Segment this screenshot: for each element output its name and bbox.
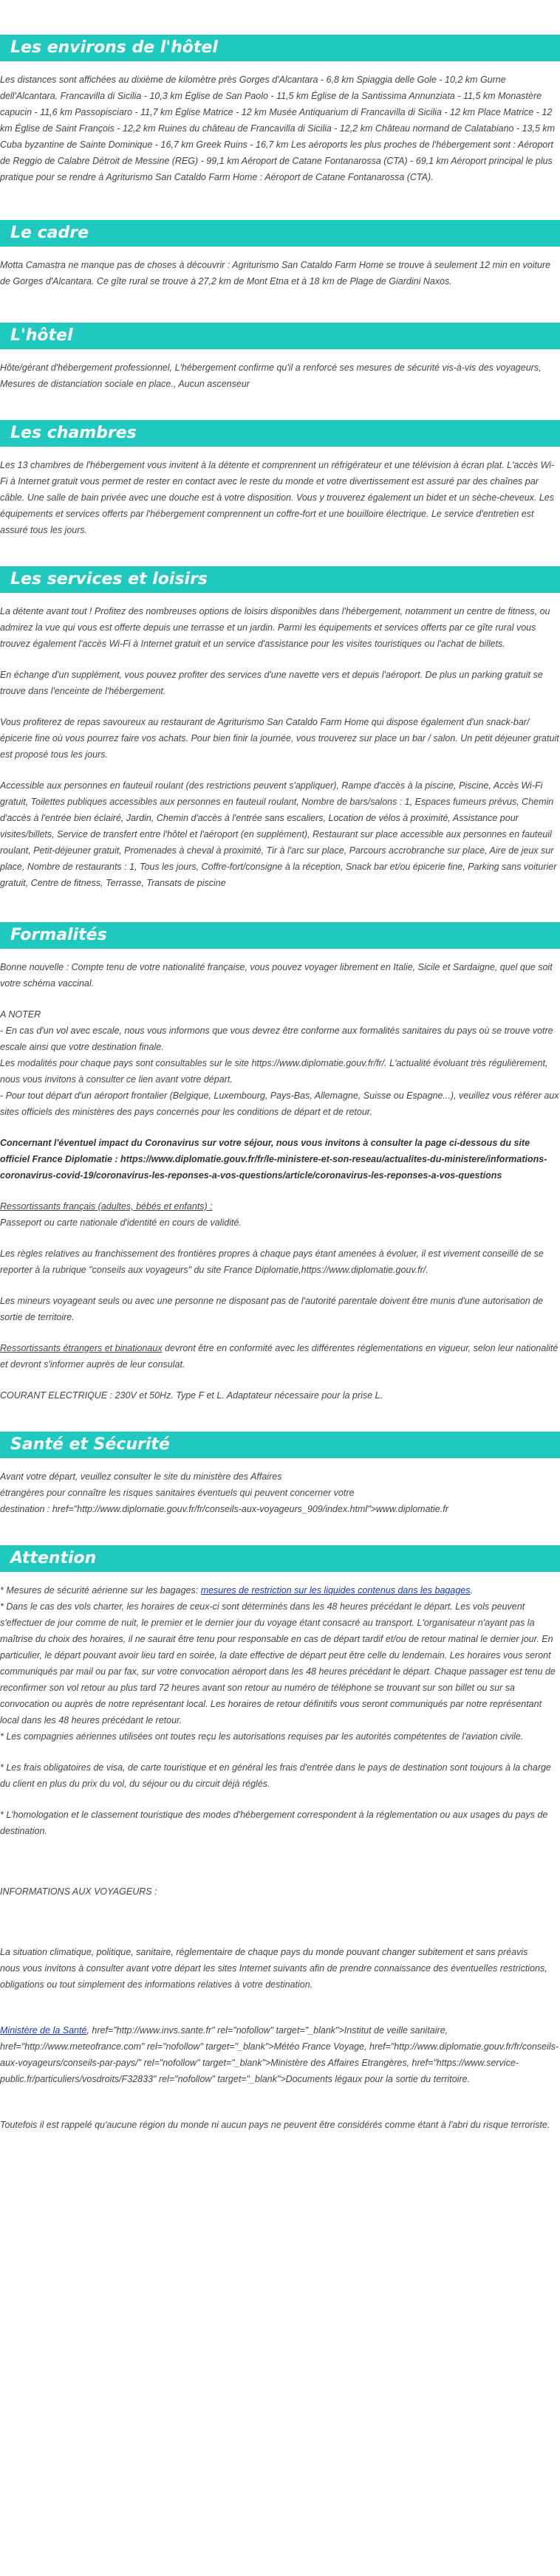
formalites-minors: Les mineurs voyageant seuls ou avec une personne ne disposant pas de l'autorité parentale doivent être munis d'une autorisation de sortie de territoire. [0, 1296, 544, 1322]
attention-links-rest: , href="http://www.invs.sante.fr" rel="nofollow" target="_blank">Institut de veille sanitaire, href="http://www.meteofrance.com" rel="nofollow" target="_blank">Météo France Voyage, href="http://www.diplomatie.gouv.fr/fr/conseils-aux-voyageurs/conseils-par-pays/" rel="nofollow" target="_blank">Ministère des Affaires Etrangères, href="https://www.service-public.fr/particuliers/vosdroits/F32833" rel="nofollow" target="_blank">Documents légaux pour la sortie du territoire. [0, 2025, 559, 2084]
formalites-intro: Bonne nouvelle : Compte tenu de votre nationalité française, vous pouvez voyager librement en Italie, Sicile et Sardaigne, quel que soit votre schéma vaccinal. [0, 962, 553, 989]
formalites-coronavirus: Concernant l'éventuel impact du Coronavirus sur votre séjour, nous vous invitons à consulter la page ci-dessous du site officiel France Diplomatie : https://www.diplomatie.gouv.fr/fr/le-ministere-et-son-reseau/actualites-du-ministere/informations-coronavirus-covid-19/coronavirus-les-reponses-a-vos-questions/article/coronavirus-les-reponses-a-vos-questions [0, 1138, 547, 1181]
attention-visa: * Les frais obligatoires de visa, de carte touristique et en général les frais d'entrée dans le pays de destination sont toujours à la charge du client en plus du prix du vol, du séjour ou du circuit déjà réglés. [0, 1762, 551, 1789]
section-title-hotel: L'hôtel [0, 323, 560, 349]
attention-baggage-end: . [470, 1585, 473, 1596]
services-paragraph-1: La détente avant tout ! Profitez des nombreuses options de loisirs disponibles dans l'hébergement, notamment un centre de fitness, ou admirez la vue qui vous est offerte depuis une terrasse et un jardin. Parmi les équipements et services offerts par ce gîte rural vous trouvez également l'accès Wi-Fi à Internet gratuit et un service d'assistance pour les visites touristiques ou l'achat de billets. [0, 606, 550, 649]
section-cadre [0, 200, 560, 289]
section-title-formalites: Formalités [0, 922, 560, 949]
formalites-note-line-3: - Pour tout départ d'un aéroport frontalier (Belgique, Luxembourg, Pays-Bas, Allemagne, Suisse ou Espagne...), veuillez vous référer aux sites officiels des ministères des pays concernés pour les conditions de départ et de retour. [0, 1090, 559, 1117]
section-content-services [0, 603, 560, 891]
environs-text: Les distances sont affichées au dixième de kilomètre près Gorges d'Alcantara - 6,8 km Spiaggia delle Gole - 10,2 km Gurne dell'Alcantara. Francavilla di Sicilia - 10,3 km Église de San Paolo - 11,5 km Église de la Santissima Annunziata - 11,5 km Monastère capucin - 11,6 km Passopisciaro - 11,7 km Église Matrice - 12 km Musée Antiquarium di Francavilla di Sicilia - 12 km Place Matrice - 12 km Église de Saint François - 12,2 km Ruines du château de Francavilla di Sicilia - 12,2 km Château normand de Calatabiano - 13,5 km Cuba byzantine de Sainte Dominique - 16,7 km Greek Ruins - 16,7 km Les aéroports les plus proches de l'hébergement sont : Aéroport de Reggio de Calabre Détroit de Messine (REG) - 99,1 km Aéroport de Catane Fontanarossa (CTA) - 69,1 km Aéroport principal le plus pratique pour se rendre à Agriturismo San Cataldo Farm Home : Aéroport de Catane Fontanarossa (CTA). [0, 75, 556, 182]
services-paragraph-2: En échange d'un supplément, vous pouvez profiter des services d'une navette vers et depuis l'aéroport. De plus un parking gratuit se trouve dans l'enceinte de l'hébergement. [0, 670, 543, 696]
section-formalites [0, 906, 560, 1404]
chambres-text: Les 13 chambres de l'hébergement vous invitent à la détente et comprennent un réfrigérateur et une télévision à écran plat. L'accès Wi-Fi à Internet gratuit vous permet de rester en contact avec le reste du monde et votre divertissement est assuré par des chaînes par câble. Une salle de bain privée avec une douche est à votre disposition. Vous y trouverez également un bidet et un sèche-cheveux. Les équipements et services offerts par l'hébergement comprennent un coffre-fort et une bouilloire électrique. Le service d'entretien est assuré tous les jours. [0, 460, 555, 535]
section-content-hotel [0, 360, 560, 392]
formalites-electric: COURANT ELECTRIQUE : 230V et 50Hz. Type F et L. Adaptateur nécessaire pour la prise L. [0, 1390, 383, 1401]
formalites-note-heading: A NOTER [0, 1009, 41, 1020]
section-chambres [0, 407, 560, 538]
section-content-chambres [0, 457, 560, 538]
sante-text [0, 1469, 560, 1517]
section-hotel [0, 304, 560, 392]
attention-terrorism: Toutefois il est rappelé qu'aucune région du monde ni aucun pays ne peuvent être considérés comme étant à l'abri du risque terroriste. [0, 2120, 550, 2130]
attention-baggage-label: * Mesures de sécurité aérienne sur les bagages: [0, 1585, 201, 1596]
section-content-attention [0, 1582, 560, 2133]
formalites-french-nationals-body: Passeport ou carte nationale d'identité en cours de validité. [0, 1217, 242, 1228]
cadre-text: Motta Camastra ne manque pas de choses à découvrir : Agriturismo San Cataldo Farm Home se trouve à seulement 12 min en voiture de Gorges d'Alcantara. Ce gîte rural se trouve à 27,2 km de Mont Etna et à 18 km de Plage de Giardini Naxos. [0, 260, 551, 286]
attention-baggage [0, 1582, 560, 1598]
attention-climate-line-2: nous vous invitons à consulter avant votre départ les sites Internet suivants afin de prendre connaissance des éventuelles restrictions, obligations ou tout simplement des informations relatives à votre destination. [0, 1963, 547, 1990]
formalites-note-line-2: Les modalités pour chaque pays sont consultables sur le site https://www.diplomatie.gouv.fr/fr/. L'actualité évoluant très régulièrement, nous vous invitons à consulter ce lien avant votre départ. [0, 1058, 548, 1085]
section-content-sante [0, 1469, 560, 1517]
formalites-note-line-1: - En cas d'un vol avec escale, nous vous informons que vous devrez être conforme aux formalités sanitaires du pays où se trouve votre escale ainsi que votre destination finale. [0, 1026, 553, 1052]
formalites-foreigners-body: devront être en conformité avec les différentes réglementations en vigueur, selon leur nationalité et devront s'informer auprès de leur consulat. [0, 1343, 559, 1370]
formalites-borders: Les règles relatives au franchissement des frontières propres à chaque pays étant amenées à évoluer, il est vivement conseillé de se reporter à la rubrique "conseils aux voyageurs" du site France Diplomatie,https://www.diplomatie.gouv.fr/. [0, 1248, 544, 1275]
services-paragraph-3: Vous profiterez de repas savoureux au restaurant de Agriturismo San Cataldo Farm Home qui dispose également d'un snack-bar/épicerie fine où vous pourrez faire vos achats. Pour bien finir la journée, vous trouverez sur place un bar / salon. Un petit déjeuner gratuit est proposé tous les jours. [0, 717, 559, 760]
section-environs [0, 0, 560, 185]
section-title-services: Les services et loisirs [0, 566, 560, 593]
attention-charter: * Dans le cas des vols charter, les horaires de ceux-ci sont déterminés dans les 48 heures précédant le départ. Les vols peuvent s'effectuer de jour comme de nuit, le premier et le dernier jour du voyage étant consacré au transport. L'organisateur n'ayant pas la maîtrise du choix des horaires, il ne saurait être tenu pour responsable en cas de départ tardif et/ou de retour matinal le dernier jour. En particulier, le départ pouvant avoir lieu tard en soirée, la date effective de départ peut être celle du lendemain. Les horaires vous seront communiqués par mail ou par fax, sur votre convocation aéroport dans les 48 heures précédant le départ. Chaque passager est tenu de reconfirmer son vol retour au plus tard 72 heures avant son retour au numéro de téléphone se trouvant sur son billet ou sur sa convocation ou auprès de notre représentant local. Les horaires de retour définitifs vous seront communiqués par notre représentant local dans les 48 heures précédant le retour. [0, 1601, 556, 1725]
section-title-cadre: Le cadre [0, 220, 560, 247]
section-content-cadre [0, 257, 560, 289]
section-attention [0, 1532, 560, 2133]
section-services [0, 553, 560, 891]
formalites-foreigners-heading: Ressortissants étrangers et binationaux [0, 1343, 163, 1353]
sante-line-1: Avant votre départ, veuillez consulter le site du ministère des Affaires [0, 1471, 282, 1482]
attention-links [0, 2022, 560, 2087]
sante-line-3: destination : href="http://www.diplomatie.gouv.fr/fr/conseils-aux-voyageurs_909/index.html">www.diplomatie.fr [0, 1504, 448, 1514]
section-content-environs [0, 72, 560, 185]
formalites-french-nationals [0, 1198, 560, 1231]
attention-homologation: * L'homologation et le classement touristique des modes d'hébergement correspondent à la réglementation ou aux usages du pays de destination. [0, 1810, 548, 1836]
formalites-french-nationals-heading: Ressortissants français (adultes, bébés et enfants) : [0, 1201, 213, 1212]
services-paragraph-4: Accessible aux personnes en fauteuil roulant (des restrictions peuvent s'appliquer), Rampe d'accès à la piscine, Piscine, Accès Wi-Fi gratuit, Toilettes publiques accessibles aux personnes en fauteuil roulant, Nombre de bars/salons : 1, Espaces fumeurs prévus, Chemin d'accès à l'entrée bien éclairé, Jardin, Chemin d'accès à l'entrée sans escaliers, Location de vélos à proximité, Assistance pour visites/billets, Service de transfert entre l'hôtel et l'aéroport (en supplément), Restaurant sur place accessible aux personnes en fauteuil roulant, Petit-déjeuner gratuit, Promenades à cheval à proximité, Tir à l'arc sur place, Parcours accrobranche sur place, Aire de jeux sur place, Nombre de restaurants : 1, Tous les jours, Coffre-fort/consigne à la réception, Snack bar et/ou épicerie fine, Parking sans voiturier gratuit, Centre de fitness, Terrasse, Transats de piscine [0, 780, 557, 888]
formalites-note [0, 1006, 560, 1120]
section-title-sante: Santé et Sécurité [0, 1432, 560, 1458]
ministere-sante-link[interactable]: Ministère de la Santé [0, 2025, 87, 2036]
hotel-text: Hôte/gérant d'hébergement professionnel, L'hébergement confirme qu'il a renforcé ses mesures de sécurité vis-à-vis des voyageurs, Mesures de distanciation sociale en place., Aucun ascenseur [0, 363, 542, 389]
attention-climate [0, 1944, 560, 1993]
section-title-attention: Attention [0, 1545, 560, 1572]
liquids-restriction-link[interactable]: mesures de restriction sur les liquides contenus dans les bagages [200, 1585, 471, 1596]
sante-line-2: étrangères pour connaître les risques sanitaires éventuels qui peuvent concerner votre [0, 1488, 355, 1498]
formalites-foreigners [0, 1340, 560, 1373]
section-sante [0, 1418, 560, 1517]
attention-airlines: * Les compagnies aériennes utilisées ont toutes reçu les autorisations requises par les autorités compétentes de l'aviation civile. [0, 1731, 524, 1742]
attention-info-heading: INFORMATIONS AUX VOYAGEURS : [0, 1886, 157, 1897]
section-title-environs: Les environs de l'hôtel [0, 35, 560, 61]
section-content-formalites [0, 959, 560, 1404]
attention-climate-line-1: La situation climatique, politique, sanitaire, réglementaire de chaque pays du monde pouvant changer subitement et sans préavis [0, 1947, 528, 1957]
section-title-chambres: Les chambres [0, 420, 560, 447]
